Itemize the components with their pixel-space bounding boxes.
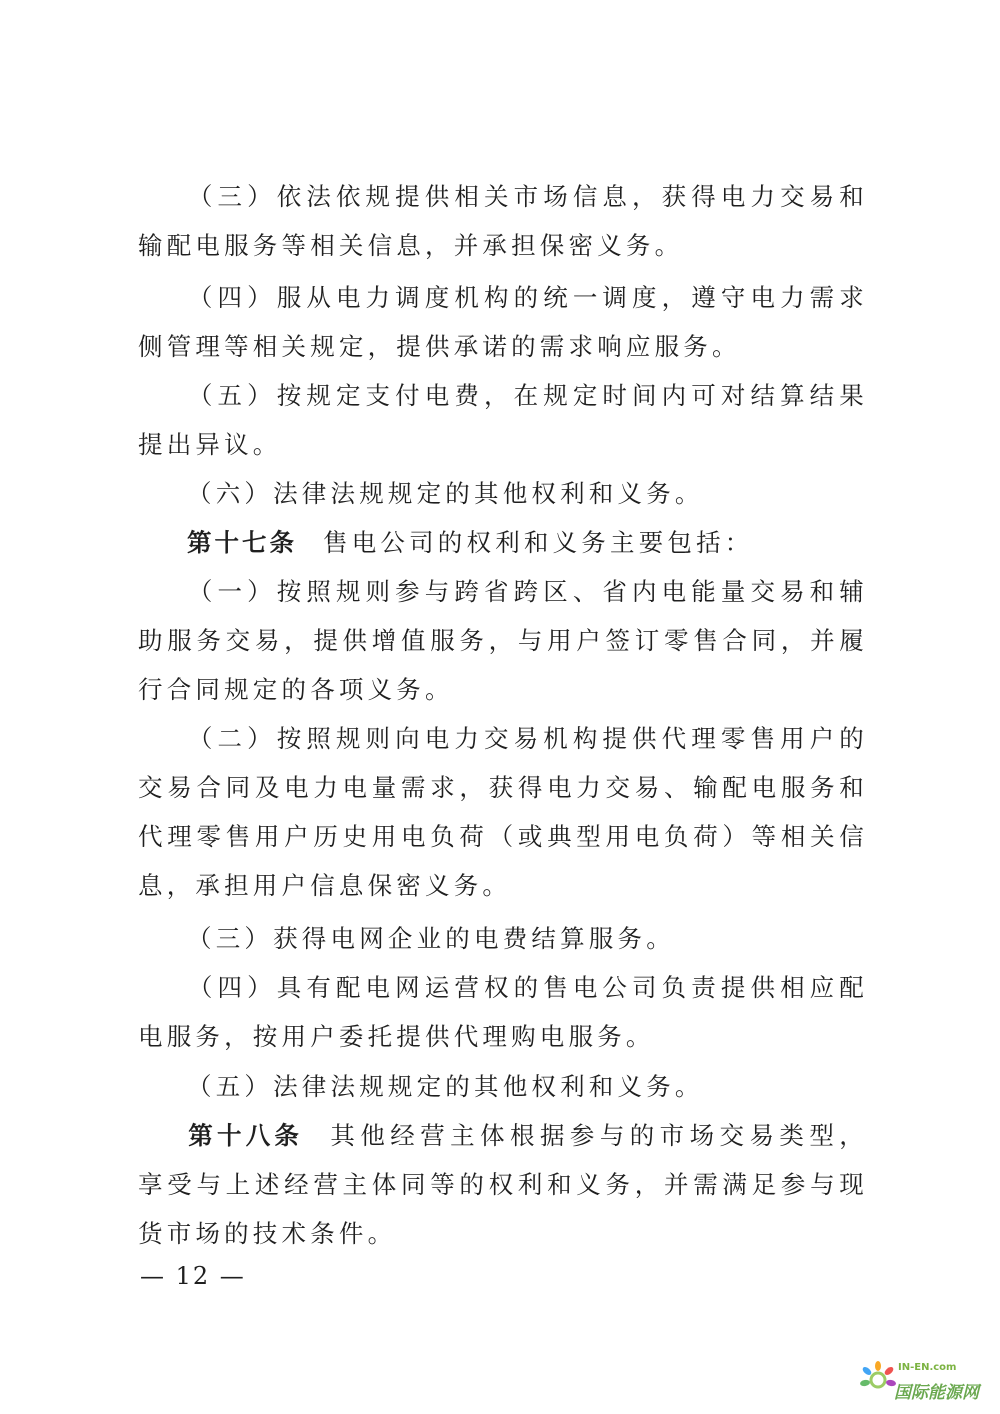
watermark-logo (858, 1358, 998, 1408)
article-18-text: 其他经营主体根据参与的市场交易类型，享受与上述经营主体同等的权利和义务，并需满足参与现货市场的技术条件。 (138, 1121, 868, 1248)
article-17-item: （一）按照规则参与跨省跨区、省内电能量交易和辅助服务交易，提供增值服务，与用户签订零售合同，并履行合同规定的各项义务。 (138, 577, 868, 704)
watermark-domain: IN-EN.com (898, 1362, 957, 1373)
article-17-label: 第十七条 (187, 528, 297, 557)
page-number: — 12 — (140, 1262, 246, 1290)
sun-flower-icon (858, 1358, 898, 1398)
article-17-item: （三）获得电网企业的电费结算服务。 (187, 924, 675, 953)
article-17-text: 售电公司的权利和义务主要包括： (323, 528, 754, 557)
article-18-label: 第十八条 (187, 1121, 304, 1150)
article-18 (138, 1111, 868, 1258)
article-17-item: （二）按照规则向电力交易机构提供代理零售用户的交易合同及电力电量需求，获得电力交易、输配电服务和代理零售用户历史用电负荷（或典型用电负荷）等相关信息，承担用户信息保密义务。 (138, 724, 868, 900)
article-17-heading (138, 518, 868, 567)
article-17-item: （五）法律法规规定的其他权利和义务。 (187, 1072, 704, 1101)
article-17-item: （四）具有配电网运营权的售电公司负责提供相应配电服务，按用户委托提供代理购电服务。 (138, 973, 868, 1051)
paragraph: （五）按规定支付电费，在规定时间内可对结算结果提出异议。 (138, 381, 868, 459)
watermark-name: 国际能源网 (894, 1383, 979, 1403)
paragraph: （四）服从电力调度机构的统一调度，遵守电力需求侧管理等相关规定，提供承诺的需求响应服务。 (138, 283, 868, 361)
paragraph: （六）法律法规规定的其他权利和义务。 (187, 479, 704, 508)
paragraph: （三）依法依规提供相关市场信息，获得电力交易和输配电服务等相关信息，并承担保密义务。 (138, 182, 868, 260)
